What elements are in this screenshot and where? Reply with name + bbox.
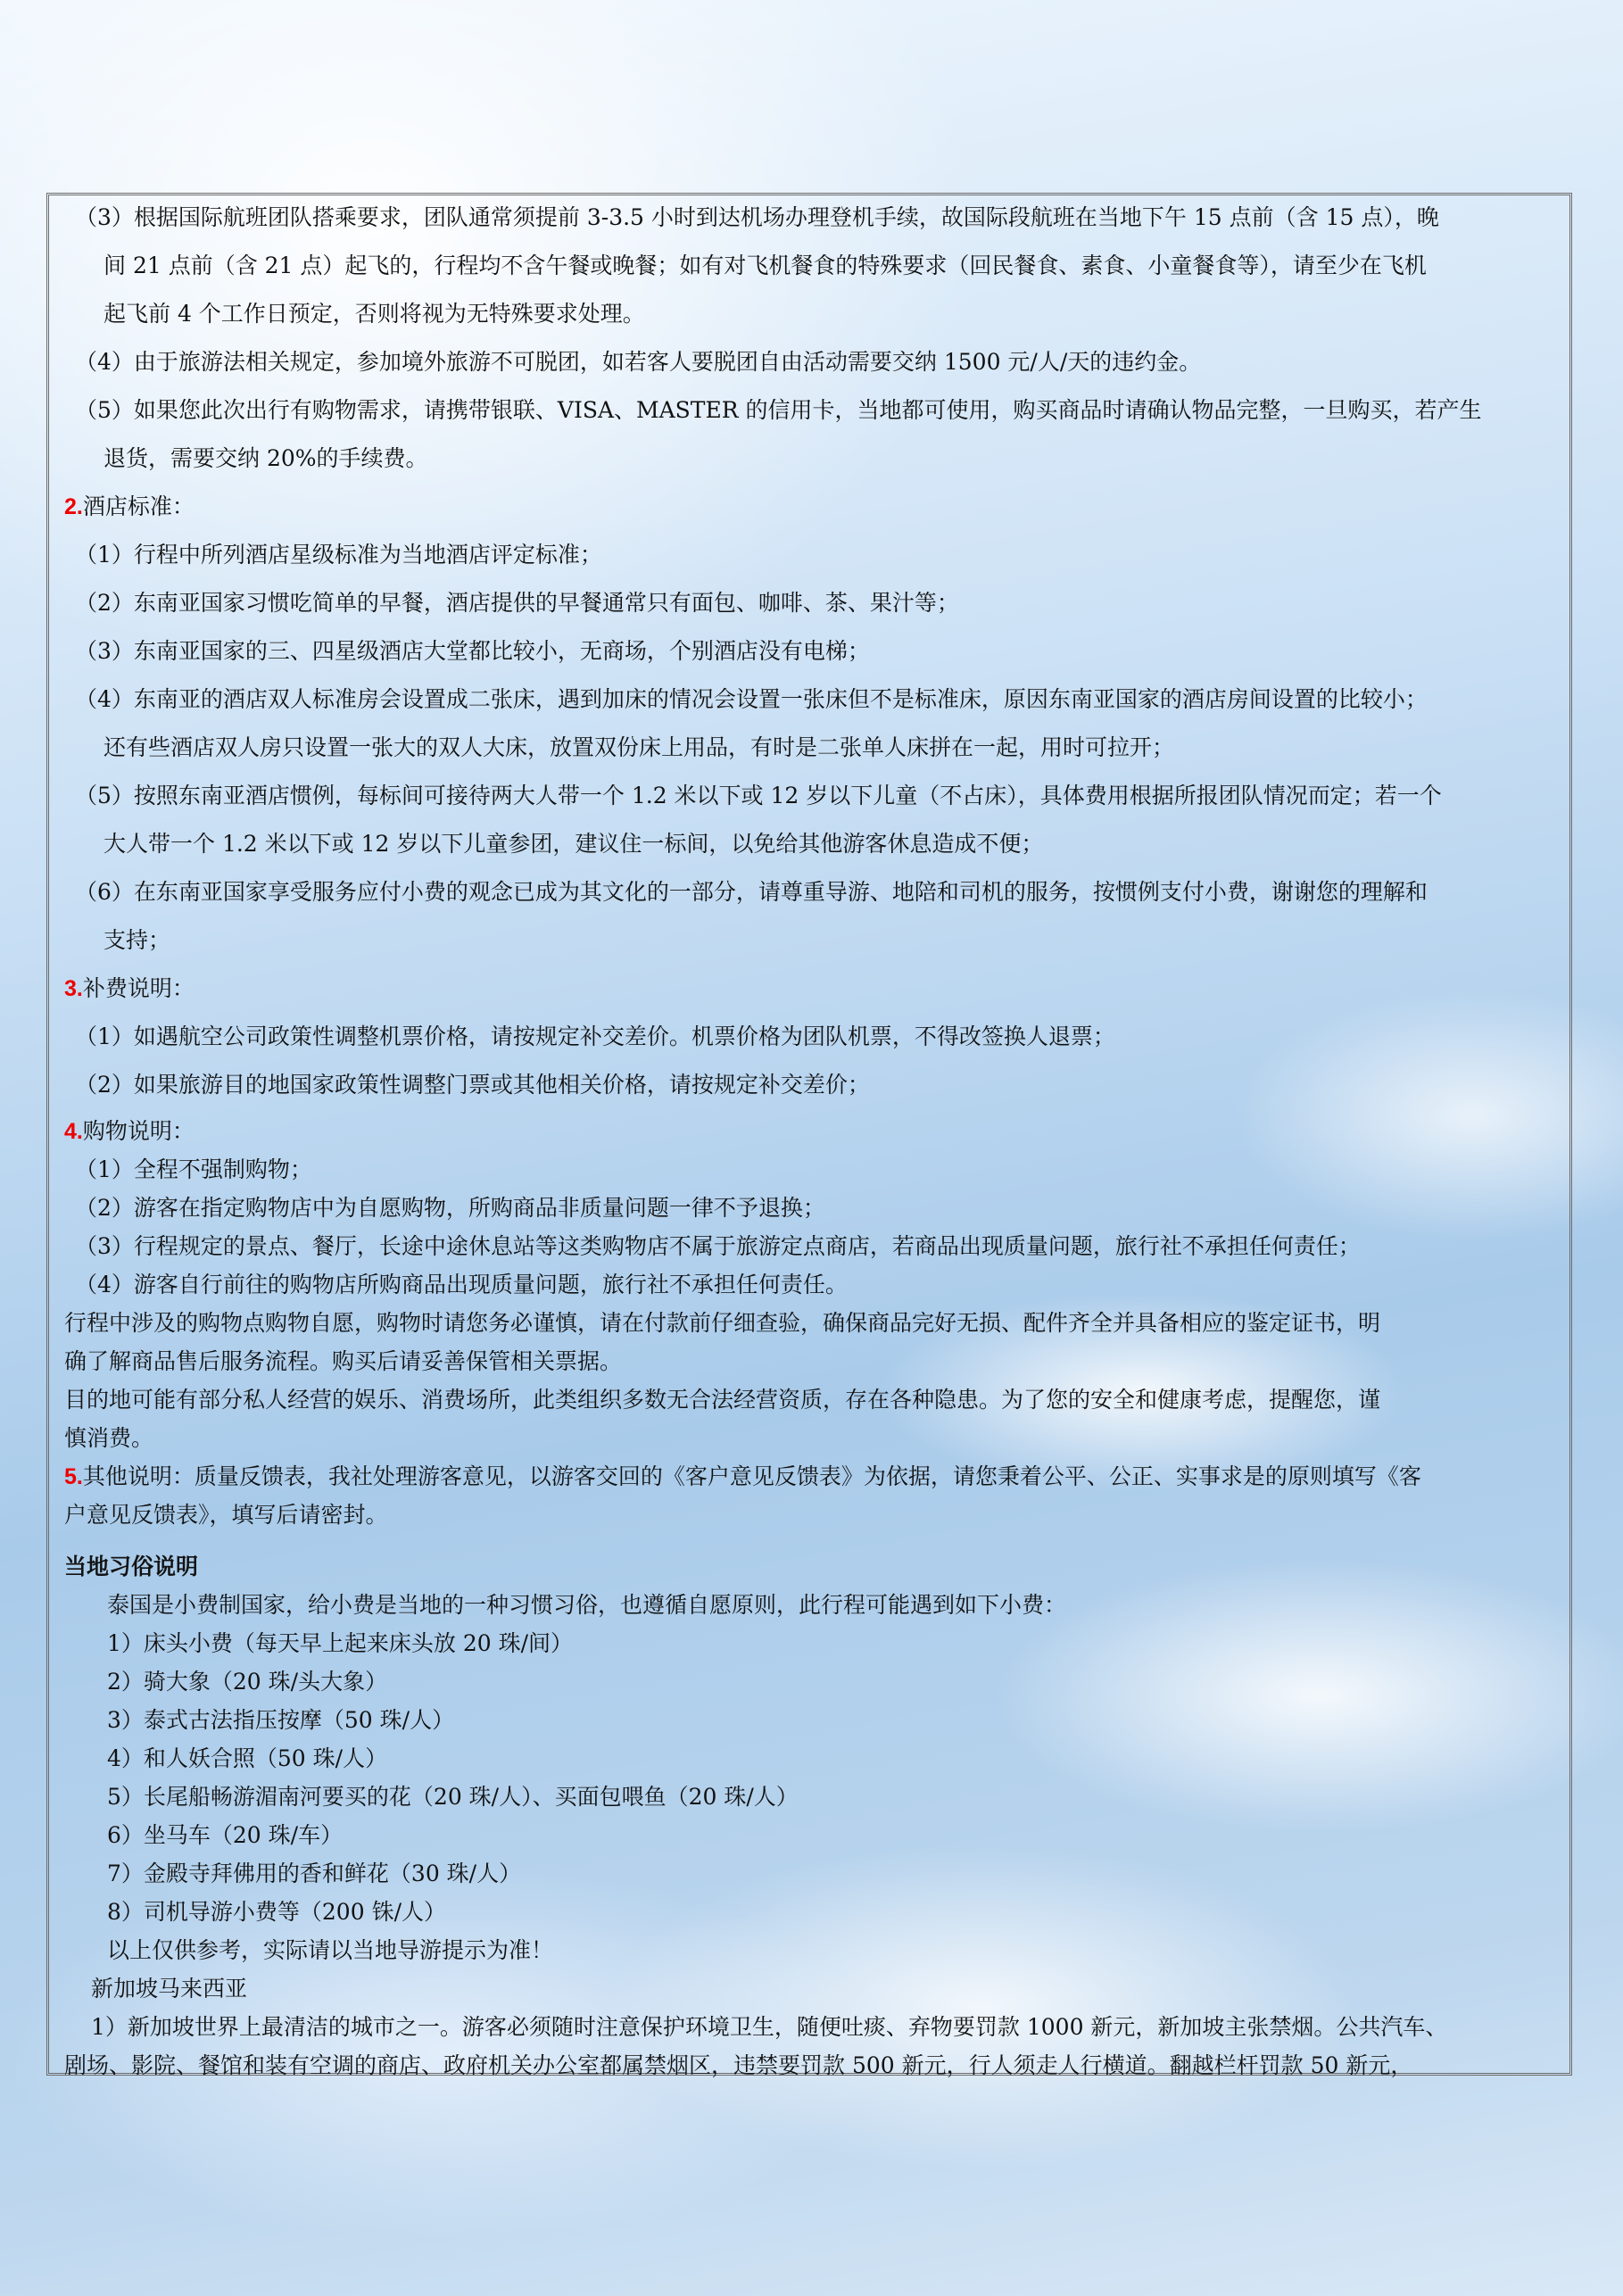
- tip-item: 3）泰式古法指压按摩（50 珠/人）: [107, 1707, 455, 1733]
- s2-item6-line2: 支持；: [104, 927, 171, 953]
- s4-item4: （4）游客自行前往的购物店所购商品出现质量问题，旅行社不承担任何责任。: [75, 1272, 848, 1297]
- s1-item3-line2: 间 21 点前（含 21 点）起飞的，行程均不含午餐或晚餐；如有对飞机餐食的特殊要求（回民餐食、素食、小童餐食等），请至少在飞机: [104, 253, 1427, 278]
- s1-item5-line2: 退货，需要交纳 20%的手续费。: [104, 445, 428, 471]
- section-other-line2: 户意见反馈表》，填写后请密封。: [64, 1502, 388, 1528]
- section-title: 补费说明：: [82, 975, 195, 1001]
- section-number: 2.: [64, 494, 83, 519]
- section-title: 购物说明：: [82, 1118, 195, 1144]
- s2-item4-line1: （4）东南亚的酒店双人标准房会设置成二张床，遇到加床的情况会设置一张床但不是标准床，原因东南亚国家的酒店房间设置的比较小；: [75, 686, 1428, 712]
- sg-item1-line2: 剧场、影院、餐馆和装有空调的商店、政府机关办公室都属禁烟区，违禁要罚款 500 新元，行人须走人行横道。翻越栏杆罚款 50 新元，: [64, 2052, 1413, 2078]
- section-other-line1: [64, 1461, 1421, 1493]
- s2-item1: （1）行程中所列酒店星级标准为当地酒店评定标准；: [75, 542, 602, 568]
- s2-item5-line1: （5）按照东南亚酒店惯例，每标间可接待两大人带一个 1.2 米以下或 12 岁以下儿童（不占床），具体费用根据所报团队情况而定；若一个: [75, 783, 1442, 808]
- s3-item1: （1）如遇航空公司政策性调整机票价格，请按规定补交差价。机票价格为团队机票，不得改签换人退票；: [75, 1024, 1115, 1049]
- customs-intro: 泰国是小费制国家，给小费是当地的一种习惯习俗，也遵循自愿原则，此行程可能遇到如下小费：: [107, 1592, 1067, 1618]
- section-title: 酒店标准：: [82, 493, 195, 519]
- section-hotel-heading: [64, 491, 195, 523]
- s2-item2: （2）东南亚国家习惯吃简单的早餐，酒店提供的早餐通常只有面包、咖啡、茶、果汁等；: [75, 590, 959, 616]
- s2-item4-line2: 还有些酒店双人房只设置一张大的双人大床，放置双份床上用品，有时是二张单人床拼在一起，用时可拉开；: [104, 734, 1175, 760]
- s4-item1: （1）全程不强制购物；: [75, 1156, 312, 1182]
- s1-item3-line1: （3）根据国际航班团队搭乘要求，团队通常须提前 3-3.5 小时到达机场办理登机手续，故国际段航班在当地下午 15 点前（含 15 点），晚: [75, 204, 1439, 230]
- section-number: 4.: [64, 1119, 83, 1144]
- s4-item3: （3）行程规定的景点、餐厅，长途中途休息站等这类购物店不属于旅游定点商店，若商品出现质量问题，旅行社不承担任何责任；: [75, 1233, 1361, 1259]
- sg-my-title: 新加坡马来西亚: [91, 1976, 248, 2002]
- tips-reference-note: 以上仅供参考，实际请以当地导游提示为准！: [107, 1937, 554, 1963]
- s4-note2-line2: 慎消费。: [64, 1425, 154, 1451]
- tip-item: 4）和人妖合照（50 珠/人）: [107, 1745, 388, 1771]
- s3-item2: （2）如果旅游目的地国家政策性调整门票或其他相关价格，请按规定补交差价；: [75, 1072, 870, 1098]
- section-other-text: 其他说明：质量反馈表，我社处理游客意见，以游客交回的《客户意见反馈表》为依据，请您秉着公平、公正、实事求是的原则填写《客: [82, 1463, 1421, 1489]
- tip-item: 5）长尾船畅游湄南河要买的花（20 珠/人）、买面包喂鱼（20 珠/人）: [107, 1784, 799, 1810]
- s2-item6-line1: （6）在东南亚国家享受服务应付小费的观念已成为其文化的一部分，请尊重导游、地陪和司机的服务，按惯例支付小费，谢谢您的理解和: [75, 879, 1428, 905]
- s1-item5-line1: （5）如果您此次出行有购物需求，请携带银联、VISA、MASTER 的信用卡，当地都可使用，购买商品时请确认物品完整，一旦购买，若产生: [75, 397, 1482, 423]
- tip-item: 6）坐马车（20 珠/车）: [107, 1822, 344, 1848]
- s1-item3-line3: 起飞前 4 个工作日预定，否则将视为无特殊要求处理。: [104, 301, 645, 327]
- s1-item4: （4）由于旅游法相关规定，参加境外旅游不可脱团，如若客人要脱团自由活动需要交纳 1500 元/人/天的违约金。: [75, 349, 1202, 375]
- tip-item: 2）骑大象（20 珠/头大象）: [107, 1669, 388, 1695]
- s2-item5-line2: 大人带一个 1.2 米以下或 12 岁以下儿童参团，建议住一标间，以免给其他游客休息造成不便；: [104, 831, 1044, 857]
- s4-note1-line2: 确了解商品售后服务流程。购买后请妥善保管相关票据。: [64, 1348, 623, 1374]
- section-shopping-heading: [64, 1115, 195, 1148]
- s4-note1-line1: 行程中涉及的购物点购物自愿，购物时请您务必谨慎，请在付款前仔细查验，确保商品完好无损、配件齐全并具备相应的鉴定证书，明: [64, 1310, 1381, 1336]
- customs-heading: 当地习俗说明: [64, 1554, 199, 1579]
- tip-item: 1）床头小费（每天早上起来床头放 20 珠/间）: [107, 1630, 574, 1656]
- section-number: 3.: [64, 976, 83, 1001]
- s4-note2-line1: 目的地可能有部分私人经营的娱乐、消费场所，此类组织多数无合法经营资质，存在各种隐患。为了您的安全和健康考虑，提醒您，谨: [64, 1387, 1381, 1413]
- tip-item: 7）金殿寺拜佛用的香和鲜花（30 珠/人）: [107, 1861, 522, 1886]
- s4-item2: （2）游客在指定购物店中为自愿购物，所购商品非质量问题一律不予退换；: [75, 1195, 825, 1221]
- section-surcharge-heading: [64, 973, 195, 1005]
- sg-item1-line1: 1）新加坡世界上最清洁的城市之一。游客必须随时注意保护环境卫生，随便吐痰、弃物要罚款 1000 新元，新加坡主张禁烟。公共汽车、: [91, 2014, 1448, 2040]
- tip-item: 8）司机导游小费等（200 铢/人）: [107, 1899, 446, 1925]
- section-number: 5.: [64, 1464, 83, 1489]
- s2-item3: （3）东南亚国家的三、四星级酒店大堂都比较小，无商场，个别酒店没有电梯；: [75, 638, 870, 664]
